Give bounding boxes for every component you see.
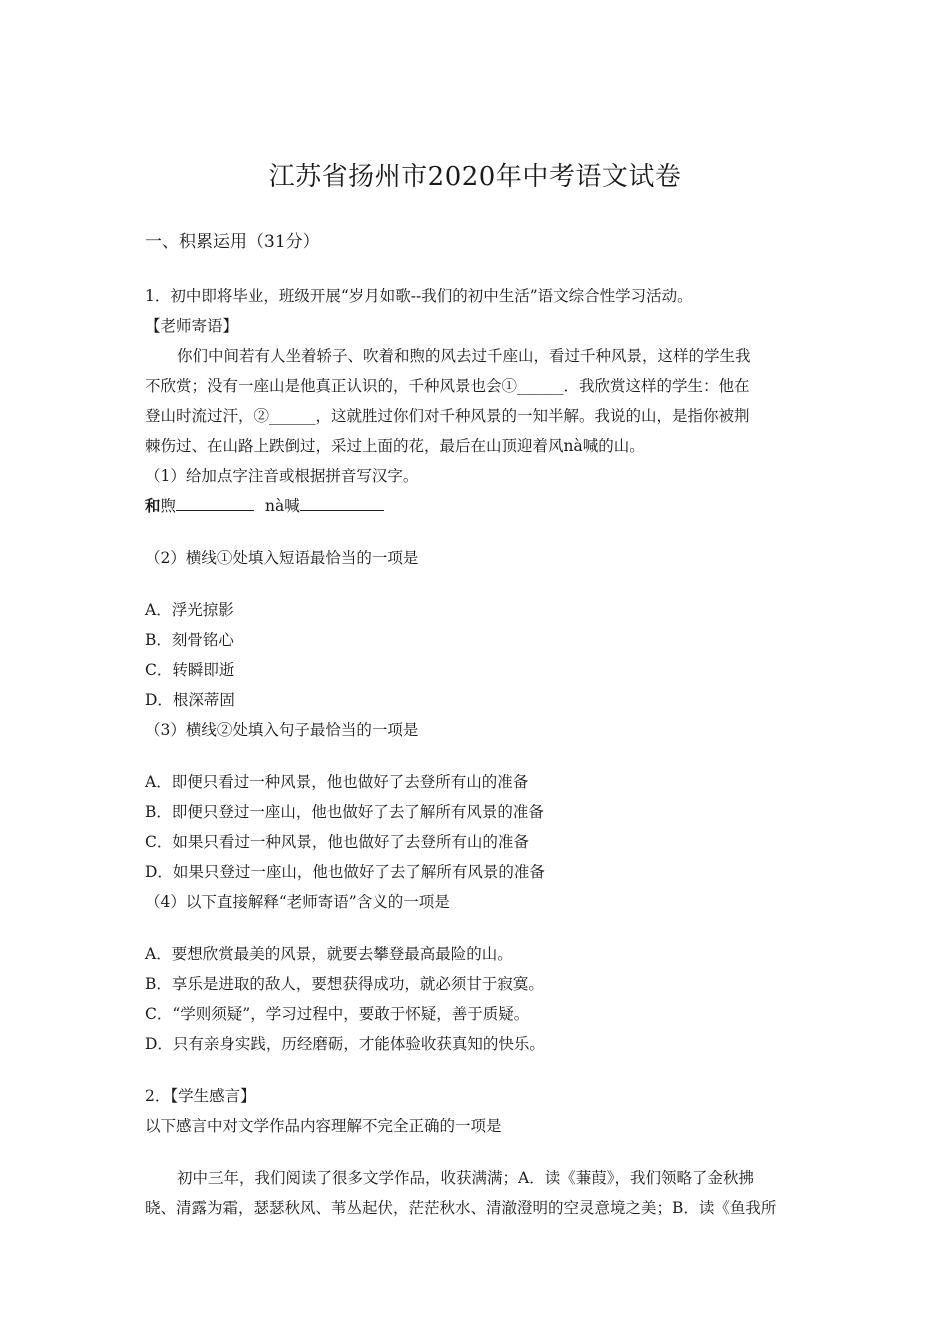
- dotted-char: 和: [145, 496, 161, 515]
- q1-paragraph-line-1: 你们中间若有人坐着轿子、吹着和煦的风去过千座山，看过千种风景，这样的学生我: [177, 347, 751, 365]
- answer-blank-2: [300, 496, 384, 511]
- q1-paragraph-line-2: 不欣赏；没有一座山是他真正认识的，千种风景也会①______．我欣赏这样的学生：他在: [145, 377, 750, 395]
- word-2: nà喊: [264, 497, 300, 515]
- page-title: 江苏省扬州市2020年中考语文试卷: [268, 162, 682, 192]
- q1-sub4-option: B．享乐是进取的敌人，要想获得成功，就必须甘于寂寞。: [145, 975, 544, 993]
- q1-sub2-option: A．浮光掠影: [145, 601, 234, 619]
- word-1-rest: 煦: [160, 497, 177, 515]
- q1-sub2-option: D．根深蒂固: [145, 691, 235, 709]
- q1-sub2-option: C．转瞬即逝: [145, 661, 235, 679]
- q2-paragraph-line-2: 晓、清露为霜，瑟瑟秋风、苇丛起伏，茫茫秋水、清澈澄明的空灵意境之美；B．读《鱼我所: [145, 1199, 777, 1217]
- q1-sub4-option: A．要想欣赏最美的风景，就要去攀登最高最险的山。: [145, 945, 513, 963]
- q1-paragraph-line-4: 棘伤过、在山路上跌倒过，采过上面的花，最后在山顶迎着风nà喊的山。: [145, 437, 645, 455]
- section-heading: 一、积累运用（31分）: [145, 232, 320, 252]
- q1-paragraph-line-3: 登山时流过汗，②______，这就胜过你们对千种风景的一知半解。我说的山，是指你被荆: [145, 407, 750, 425]
- q1-sub4-option: C．“学则须疑”，学习过程中，要敢于怀疑，善于质疑。: [145, 1005, 530, 1023]
- q1-sub3-prompt: （3）横线②处填入句子最恰当的一项是: [145, 721, 419, 739]
- q1-sub2-prompt: （2）横线①处填入短语最恰当的一项是: [145, 549, 419, 567]
- q1-sub3-option: B．即便只登过一座山，他也做好了去了解所有风景的准备: [145, 803, 544, 821]
- q2-heading: 2．【学生感言】: [145, 1087, 256, 1105]
- q1-sub1-answer-row: [145, 496, 815, 516]
- q1-tag: 【老师寄语】: [145, 317, 239, 335]
- q1-sub2-option: B．刻骨铭心: [145, 631, 234, 649]
- q1-sub4-option: D．只有亲身实践，历经磨砺，才能体验收获真知的快乐。: [145, 1035, 545, 1053]
- q1-intro: 1．初中即将毕业，班级开展“岁月如歌--我们的初中生活”语文综合性学习活动。: [145, 287, 693, 305]
- q1-sub3-option: C．如果只看过一种风景，他也做好了去登所有山的准备: [145, 833, 529, 851]
- answer-blank-1: [176, 496, 254, 511]
- q1-sub3-option: A．即便只看过一种风景，他也做好了去登所有山的准备: [145, 773, 529, 791]
- q2-paragraph-line-1: 初中三年，我们阅读了很多文学作品，收获满满；A．读《蒹葭》，我们领略了金秋拂: [177, 1169, 754, 1187]
- q1-sub4-prompt: （4）以下直接解释“老师寄语”含义的一项是: [145, 893, 450, 911]
- q2-prompt: 以下感言中对文学作品内容理解不完全正确的一项是: [145, 1117, 502, 1135]
- q1-sub1-prompt: （1）给加点字注音或根据拼音写汉字。: [145, 467, 419, 485]
- q1-sub3-option: D．如果只登过一座山，他也做好了去了解所有风景的准备: [145, 863, 545, 881]
